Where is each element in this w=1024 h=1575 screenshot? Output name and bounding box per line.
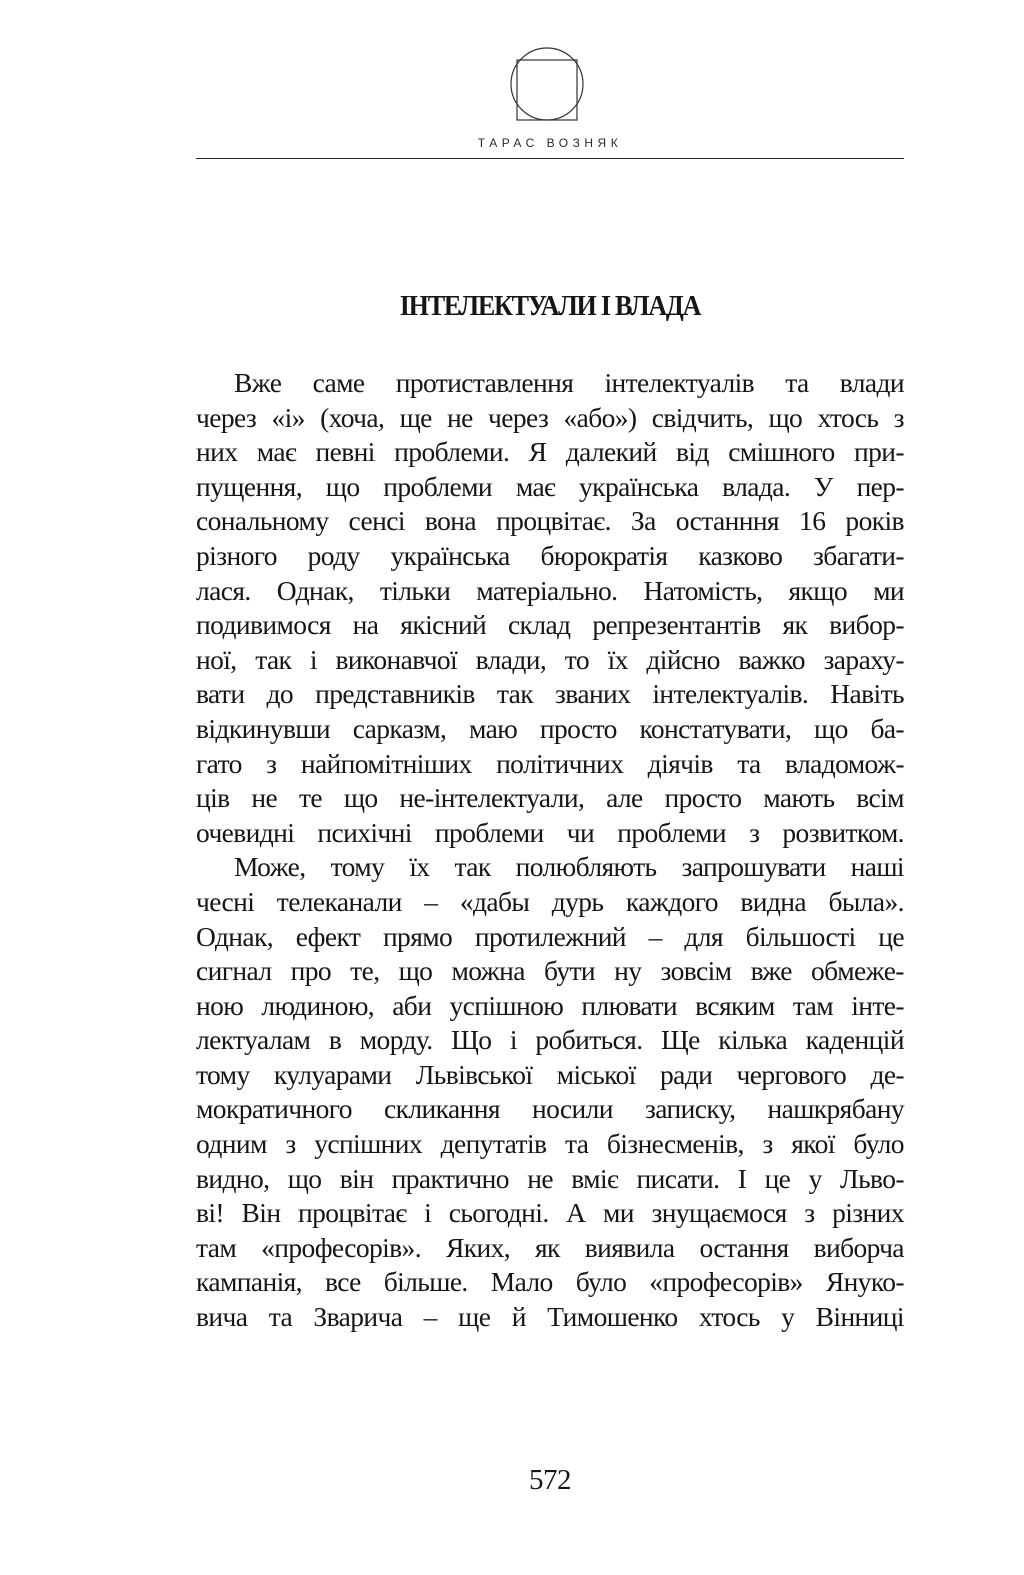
text-line: Однак, ефект прямо протилежний – для більшості це xyxy=(196,920,904,952)
body-text xyxy=(196,366,904,1335)
text-line: там «професорів». Яких, як виявила остання виборча xyxy=(196,1231,904,1263)
text-line: Може, тому їх так полюбляють запрошувати наші xyxy=(234,851,904,883)
text-line: через «і» (хоча, ще не через «або») свідчить, що хтось з xyxy=(196,401,904,433)
text-line: вича та Зварича – ще й Тимошенко хтось у Вінниці xyxy=(196,1301,904,1333)
text-line: очевидні психічні проблеми чи проблеми з розвитком. xyxy=(196,816,904,848)
text-line: подивимося на якісний склад репрезентантів як вибор- xyxy=(196,609,904,641)
text-line: одним з успішних депутатів та бізнесменів, з якої було xyxy=(196,1128,904,1160)
text-line: тому кулуарами Львівської міської ради чергового де- xyxy=(196,1058,904,1090)
text-line: ної, так і виконавчої влади, то їх дійсно важко зараху- xyxy=(196,643,904,675)
text-line: різного роду українська бюрократія казково збагати- xyxy=(196,539,904,571)
text-line: сигнал про те, що можна бути ну зовсім вже обмеже- xyxy=(196,955,904,987)
text-line: Вже саме протиставлення інтелектуалів та влади xyxy=(234,367,904,398)
paragraph-2 xyxy=(196,850,904,1334)
text-line: гато з найпомітніших політичних діячів та владомож- xyxy=(196,747,904,779)
text-line: лася. Однак, тільки матеріально. Натомість, якщо ми xyxy=(196,574,904,606)
text-line: них має певні проблеми. Я далекий від смішного при- xyxy=(196,436,904,468)
text-line: ві! Він процвітає і сьогодні. А ми знущаємося з різних xyxy=(196,1197,904,1229)
header-rule xyxy=(196,158,904,159)
text-line: сональному сенсі вона процвітає. За останння 16 років xyxy=(196,505,904,537)
page-number: 572 xyxy=(529,1464,571,1496)
logo-circle-square-icon xyxy=(509,46,585,122)
text-line: видно, що він практично не вміє писати. І це у Льво- xyxy=(196,1162,904,1194)
running-head: ТАРАС ВОЗНЯК xyxy=(477,136,623,150)
paragraph-1 xyxy=(196,366,904,850)
text-line: кампанія, все більше. Мало було «професорів» Януко- xyxy=(196,1266,904,1298)
text-line: чесні телеканали – «дабы дурь каждого видна была». xyxy=(196,885,904,917)
text-line: ців не те що не-інтелектуали, але просто мають всім xyxy=(196,782,904,814)
text-line: пущення, що проблеми має українська влада. У пер- xyxy=(196,470,904,502)
text-line: ною людиною, аби успішною плювати всяким там інте- xyxy=(196,989,904,1021)
text-line: відкинувши сарказм, маю просто констатувати, що ба- xyxy=(196,712,904,744)
chapter-title: ІНТЕЛЕКТУАЛИ І ВЛАДА xyxy=(399,290,701,322)
text-line: лектуалам в морду. Що і робиться. Ще кілька каденцій xyxy=(196,1024,904,1056)
text-line: вати до представників так званих інтелектуалів. Навіть xyxy=(196,678,904,710)
text-line: мократичного скликання носили записку, нашкрябану xyxy=(196,1093,904,1125)
